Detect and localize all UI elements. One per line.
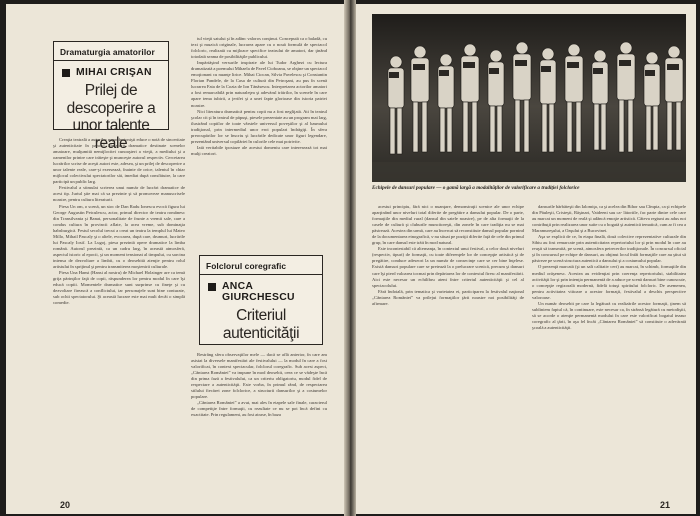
paragraph: Un număr deosebit pe care la legătură cu realizările acestor formaţii, ţinem să subliniem faptul că, în continuare, este necesar ca, în strânsă legătură cu metodiştii, să se acorde o atenţie permanentă modului în care este valorificat bogatul tezaur coregrafic al ţării, în aşa fel încât „Cântarea României” să constituie o adevărată şcoală a autenticităţii. <box>532 300 686 330</box>
author-name: ANCA GIURCHESCU <box>200 275 322 305</box>
article-headline: Criteriul autenticităţii <box>222 307 300 342</box>
paragraph: Fără îndoială, prin tematica şi varietatea ei, participarea la festivalul naţional „Cântarea României” va prilejui formaţiilor ţării noastre noi posibilităţi de afirmare. <box>372 288 524 306</box>
paragraph: Impărtăşind versurile inspirate ale lui Tudor Arghezi cu lectura dramatizată a poemului Mihaela de Pavel Cioboanu, se obţine un spectacol emoţionant cu nuanţe lirice. Mihai Ciocan, Silvia Pavelescu şi Constantin Florian Pandele, de la Casa de cultură din Petroşani, au pus în scenă lucrarea Fata de la Cozia de Ion Tănăsescu. Interpretarea actorilor amatori a fost remarcabilă prin naturaleţea şi adevărul trăirilor, în scenele în care apare tema iubirii, a jertfei şi a unei fapte glorioase din istoria patriei noastre. <box>191 60 327 108</box>
paragraph: acestui principiu, fără nici o nuanţare, demonstraţii scenice ale unor echipe aparţinând unor niveluri total diferite de pregătire a dansului popular. De o parte, formaţiile din mediul rural (dansul din satele noastre), pe de alta formaţii de la casele de cultură şi cluburile muncitoreşti, din zonele în care tradiţia nu se mai păstrează. Acestea din urmă, care au încercat să reconstituie dansul popular pornind de la documentarea etnografică, s-au situat pe poziţii diferite faţă de cele din primul grup, în care dansul este trăit în mod natural. <box>372 204 524 246</box>
left-column-3 <box>191 352 327 498</box>
square-bullet-icon <box>208 283 216 291</box>
paragraph: Festivalul a stimulat scrierea unui număr de lucrări dramatice de acest tip. Juriul ştie mai că sa prezinte şi să promoveze manuscrisele noastre, pentru cultura literaturii. <box>53 185 185 203</box>
square-bullet-icon <box>62 69 70 77</box>
right-column-2 <box>532 204 686 490</box>
photo-caption: Echipele de dansuri populare — o gamă largă a modalităţilor de valorificare a tradiţiei folclorice <box>372 185 580 191</box>
article-header-box <box>53 41 169 152</box>
paragraph: dansurile bărbăteşti din Ialomiţa, ca şi acelea din Bihor sau Cîmpia, ca şi echipele din Păuleşti, Cristeşti, Răşinari, Vaideeni sau ca- lătoriile, fac parte dintre cele care au marcat un moment de reală şi adâncă emoţie artistică. Câteva regiuni au adus noi contribuţii prin realizarea unor suite cu o bogată şi autentică tematică, cum ar fi cea a Maramureşului, a Oaşului şi a Bucovinei. <box>532 204 686 234</box>
author-name: MIHAI CRIŞAN <box>54 61 168 80</box>
left-column-1 <box>53 137 185 497</box>
paragraph: Restrâng sfera observaţiilor mele — dacă se află anterior, în care am asistat la diversele manifestări ale festivalului — la modul în care a fost valorificat, în context spectacular, folclorul coregrafic. Sub acest aspect, „Cântarea României” va impune în mod deosebit, ceea ce se vădeşte încă din prima fază a festivalului, ca un criteriu obligatoriu, modul fidel de respectare a autenticităţii. Este vorba, în primul rând, de respectarea stilului fiecărei zone folclorice, a structurii dansurilor şi a costumelor populare. <box>191 352 327 400</box>
dancers-illustration <box>372 14 686 182</box>
paragraph: Iată veritabile ipostaze ale acestui domeniu care interesează tot mai mulţi creatori. <box>191 144 327 156</box>
paragraph: Piesa Una Hansi (Hansi al nostru) de Michael Holzinger are ca temă grija părinţilor faţă de copii, răspunderea lor pentru modul în care îşi educă copiii. Momentele dramatice sunt surprinse cu fineţe şi cu dezvoltare firească a conflictului, iar personajele sunt bine conturate, sub ochii spectatorului. Şi această lucrare este mai mult decât o simplă comedie. <box>53 270 185 306</box>
page-number: 21 <box>660 500 671 510</box>
folk-dancers-photo <box>372 14 686 182</box>
section-kicker: Dramaturgia amatorilor <box>54 42 168 61</box>
paragraph: tul vieţii satului şi în adânc valoros conţinut. Concepută ca o baladă, cu text şi muzică originale, lucrarea apare cu o nouă formulă de spectacol folcloric, realizată cu mijloace specifice teatrului de amatori, dar ţinând totodată seama de posibilităţile publicului. <box>191 36 327 60</box>
right-page <box>356 4 696 514</box>
book-gutter <box>344 0 356 516</box>
paragraph: Creaţia teatrală a autorilor neprofesionişti educe o notă de sinceritate şi autenticitate în panoul literaturii dramatice destinate scenelor amatoare, mulţumită nemijlocitei cunoaşteri a vieţii, a mediului şi a oamenilor printre care trăieşte şi munceşte autorul respectiv. Cercetarea lucrărilor scrise de aceşti autori este, adesea, şi un prilej de descoperire a unor talente reale, care-şi exersează, înainte de orice, talentul în chiar mijlocul colectivului spectatorilor săi, imediat după consfătuire, la care participă un public larg. <box>53 137 185 185</box>
paragraph: O prezenţă marcată (şi un salt calitativ cert) au marcat, în schimb, formaţiile din mediul orăşenesc. Acestea au evidenţiat prin coerenţa repertoriului, stabilitatea activităţii lor şi prin intenţia permanentă de a aduce pe scenă dansuri bine cunoscute, o concepţie regizorală modernă, fidelă totuşi spiritului folcloric. De asemenea, pentru activitatea viitoare a acestor formaţii, festivalul a deschis perspective valoroase. <box>532 264 686 300</box>
paragraph: Este incontestabil că alternanţa, în contextul unui festival, a celor două niveluri (respectiv, tipuri) de formaţii, cu toate diferenţele lor de concepţie artistică şi de pregătire, conduce adeseori la un număr de consecinţe care se cer bine înţelese. Există dansuri populare care se pretează la o prelucrare scenică, precum şi dansuri care îşi pierd valoarea tocmai prin depărtarea lor de contextul firesc al manifestării. Aici este necesar un echilibru atent între criteriul autenticităţii şi cel al spectacolului. <box>372 246 524 288</box>
paragraph: „Cântarea României” a avut, mai ales în etapele sale finale, caracterul de competiţie între formaţii, cu rezultate ce nu se pot încă defini cu exactitate. Prin regulament, au fost atrase, în baza <box>191 400 327 418</box>
section-kicker: Folclorul coregrafic <box>200 256 322 275</box>
paragraph: Aşa se explică de ce, în etapa finală, două colective reprezentative culturale din Sibiu au fost remarcate prin autenticitatea repertoriului lor şi prin modul în care au reuşit să transmită, pe scenă, atmosfera petrecerilor tradiţionale. În concursul oficial şi în concursul pe echipe de dansuri, au obţinut locul întâi formaţiile care au ştiut să păstreze pe scenă structura autentică a dansului şi a costumului popular. <box>532 234 686 264</box>
left-page <box>6 4 344 514</box>
paragraph: Nici literatura dramatică pentru copii nu a fost neglijată. Ati în teatrul şcolar cit şi în teatrul de păpuşi, piesele prezentate au un program mai larg, ilustrând copiilor de toate vârstele universul poveştilor şi al basmului tradiţional, prin intermediul unor eroi populari îndrăgiţi. În sfera preocupărilor lor se înscriu şi lucrările dedicate unor figuri legendare, prezentând universul copilăriei în culorile cele mai potrivite. <box>191 108 327 144</box>
paragraph: Piesa Un om, o scenă, un stoc de Dan Radu Ionescu evocă figura lui George Augustin Petculescu, actor, primul director de teatru românesc din Transilvania şi Banat, personalitate de frunte a vremii sale, care a condus cultura în provincii aflate, la acea vreme, sub dominaţia habsburgică. Festul secolul trecut a creat un teatru la templul lui Mateo Millo, Mihail Pascaly şi o altele, evocarea, după care, drumuri, lucrările lui Pascaly Iosif. La Lugoj, piesa prezintă opere dramatice la limba română. Autorul prezintă, ca un cadru larg, în această atmosferă, aspectul istoric al epocii, şi un moment tensionat al timpului, cu sarcina intensa de dezvoltare a limbii, cu o deosebită atenţie pentru rolul artistului în sprijinul şi pentru transmiterea moştenirii culturale. <box>53 203 185 269</box>
right-column-1 <box>372 204 524 500</box>
article-headline: Prilej de descoperire a unor talente reale <box>66 82 156 152</box>
article-header-box <box>199 255 323 345</box>
page-number: 20 <box>60 500 71 510</box>
left-column-2 <box>191 36 327 242</box>
